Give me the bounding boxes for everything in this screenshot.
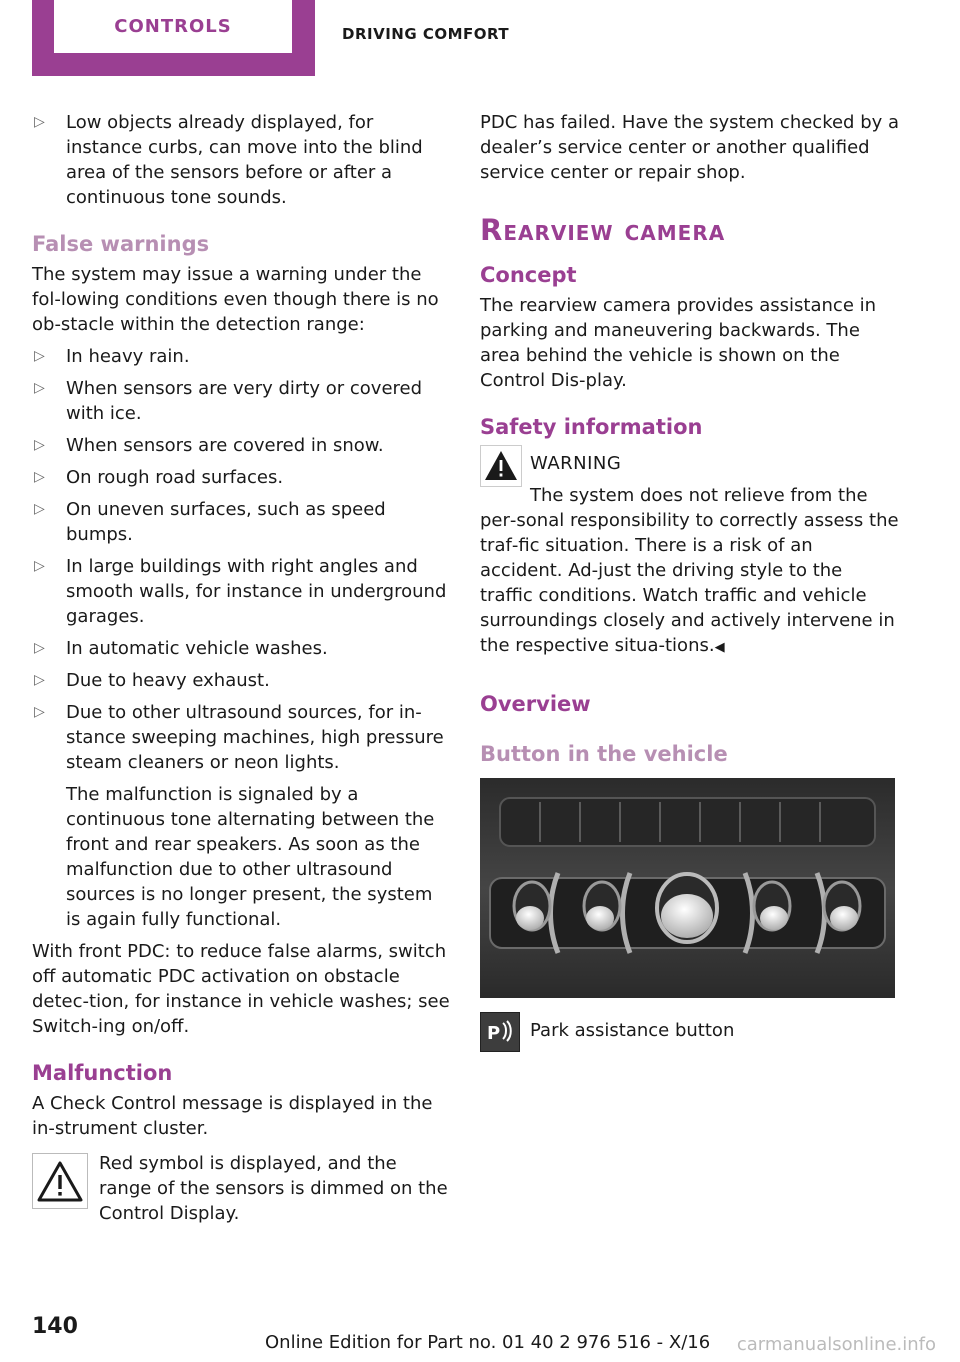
malfunction-signal-text: The malfunction is signaled by a continuous tone alternating between the front and rear speakers. As soon as the malfunction due to other ultrasound sources is no longer present, the system is again fully functional. bbox=[66, 784, 435, 930]
svg-text:P: P bbox=[487, 1023, 501, 1044]
front-pdc-text: With front PDC: to reduce false alarms, switch off automatic PDC activation on obstacle detec‐tion, for instance in vehicle washes; see Switch‐ing on/off. bbox=[32, 941, 450, 1037]
triangle-right-icon: ▷ bbox=[34, 469, 45, 485]
false-warnings-list bbox=[32, 344, 450, 775]
safety-heading: Safety information bbox=[480, 415, 703, 439]
end-mark: ◀ bbox=[714, 640, 725, 655]
false-warnings-intro: The system may issue a warning under the fol‐lowing conditions even though there is no ob‐stacle within the detection range: bbox=[32, 264, 439, 335]
malfunction-text: A Check Control message is displayed in the in‐strument cluster. bbox=[32, 1093, 433, 1139]
triangle-right-icon: ▷ bbox=[34, 672, 45, 688]
list-item: ▷ On rough road surfaces. bbox=[34, 467, 284, 488]
triangle-right-icon: ▷ bbox=[34, 501, 45, 517]
list-item: ▷ Due to other ultrasound sources, for in‐stance sweeping machines, high pressure steam cleaners or neon lights. bbox=[34, 702, 444, 773]
edition-text: Online Edition for Part no. 01 40 2 976 516 - X/16 bbox=[265, 1332, 711, 1353]
pdc-failed-text: PDC has failed. Have the system checked by a dealer’s service center or another qualified service center or repair shop. bbox=[480, 112, 900, 183]
triangle-right-icon: ▷ bbox=[34, 640, 45, 656]
list-item: ▷ In heavy rain. bbox=[34, 346, 190, 367]
park-assist-caption bbox=[480, 1018, 900, 1043]
list-item: ▷ When sensors are covered in snow. bbox=[34, 435, 384, 456]
safety-warning bbox=[480, 451, 900, 660]
concept-text: The rearview camera provides assistance in parking and maneuvering backwards. The area behind the vehicle is shown on the Control Dis‐play. bbox=[480, 295, 877, 391]
malfunction-warning bbox=[32, 1151, 450, 1226]
park-assist-caption-text: Park assistance button bbox=[530, 1020, 735, 1041]
chapter-tab bbox=[32, 0, 315, 76]
triangle-right-icon: ▷ bbox=[34, 380, 45, 396]
triangle-right-icon: ▷ bbox=[34, 437, 45, 453]
malfunction-heading: Malfunction bbox=[32, 1061, 173, 1085]
chapter-tab-label: CONTROLS bbox=[54, 0, 292, 53]
overview-heading: Overview bbox=[480, 692, 591, 716]
section-label: DRIVING COMFORT bbox=[342, 25, 510, 43]
triangle-right-icon: ▷ bbox=[34, 348, 45, 364]
park-assist-icon bbox=[480, 1012, 520, 1052]
page-number: 140 bbox=[32, 1314, 78, 1339]
list-item: ▷ In automatic vehicle washes. bbox=[34, 638, 328, 659]
watermark: carmanualsonline.info bbox=[736, 1334, 936, 1355]
right-column bbox=[480, 110, 900, 1043]
rearview-camera-heading: Rearview camera bbox=[480, 213, 726, 247]
triangle-right-icon: ▷ bbox=[34, 704, 45, 720]
list-item: ▷ Low objects already displayed, for instance curbs, can move into the blind area of the sensors before or after a continuous tone sounds. bbox=[34, 112, 423, 208]
list-item: ▷ When sensors are very dirty or covered with ice. bbox=[34, 378, 423, 424]
intro-bullet-list bbox=[32, 110, 450, 210]
triangle-right-icon: ▷ bbox=[34, 114, 45, 130]
triangle-right-icon: ▷ bbox=[34, 558, 45, 574]
button-in-vehicle-heading: Button in the vehicle bbox=[480, 742, 728, 766]
false-warnings-heading: False warnings bbox=[32, 232, 210, 256]
list-item: ▷ Due to heavy exhaust. bbox=[34, 670, 270, 691]
warning-title: WARNING bbox=[530, 453, 622, 474]
list-item: ▷ On uneven surfaces, such as speed bumps. bbox=[34, 499, 386, 545]
warning-triangle-icon bbox=[32, 1153, 88, 1209]
warning-text: The system does not relieve from the per‐sonal responsibility to correctly assess the traf‐fic situation. There is a risk of an accident. Ad‐just the driving style to the traffic conditions. Watch traffic and vehicle surroundings closely and actively intervene in the respective situa‐tions.◀ bbox=[480, 485, 899, 656]
left-column bbox=[32, 110, 450, 1233]
vehicle-buttons-photo bbox=[480, 778, 895, 998]
warning-triangle-icon bbox=[480, 445, 522, 487]
concept-heading: Concept bbox=[480, 263, 577, 287]
malfunction-warning-text: Red symbol is displayed, and the range of the sensors is dimmed on the Control Display. bbox=[99, 1153, 448, 1224]
list-item: ▷ In large buildings with right angles and smooth walls, for instance in underground garages. bbox=[34, 556, 447, 627]
